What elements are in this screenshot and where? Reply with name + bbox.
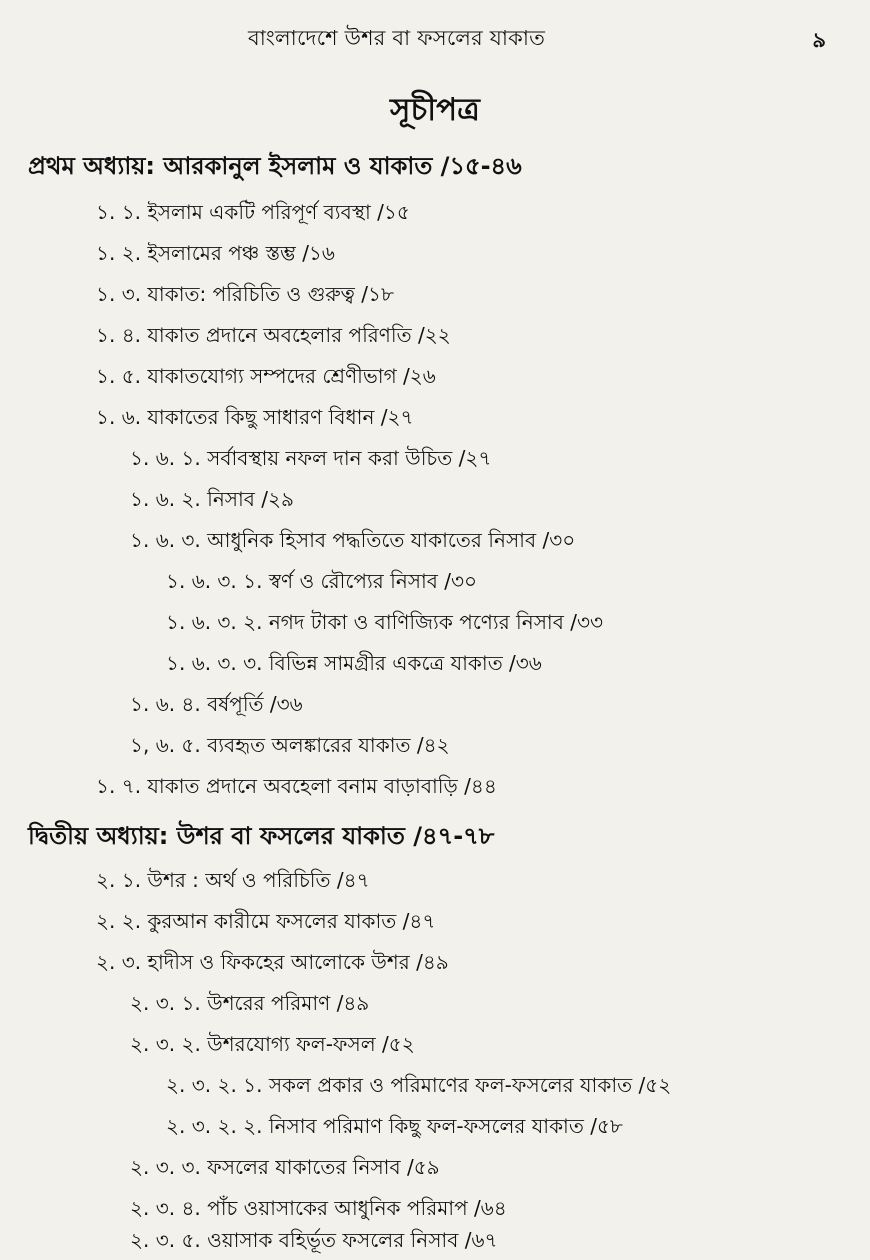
toc-entry-2-3-1: ২. ৩. ১. উশরের পরিমাণ /৪৯ [130, 991, 370, 1015]
toc-entry-1-3: ১. ৩. যাকাত: পরিচিতি ও গুরুত্ব /১৮ [96, 282, 394, 306]
toc-entry-1-6-3: ১. ৬. ৩. আধুনিক হিসাব পদ্ধতিতে যাকাতের নিসাব /৩০ [130, 528, 576, 552]
toc-entry-2-3-2: ২. ৩. ২. উশরযোগ্য ফল-ফসল /৫২ [130, 1032, 415, 1056]
toc-entry-2-1: ২. ১. উশর : অর্থ ও পরিচিতি /৪৭ [96, 868, 370, 892]
toc-entry-2-3: ২. ৩. হাদীস ও ফিকহের আলোকে উশর /৪৯ [96, 950, 449, 974]
toc-entry-2-3-4: ২. ৩. ৪. পাঁচ ওয়াসাকের আধুনিক পরিমাপ /৬৪ [130, 1196, 507, 1220]
toc-entry-1-1: ১. ১. ইসলাম একটি পরিপূর্ণ ব্যবস্থা /১৫ [96, 200, 410, 224]
toc-title: সূচীপত্র [390, 92, 480, 128]
toc-entry-2-3-2-1: ২. ৩. ২. ১. সকল প্রকার ও পরিমাণের ফল-ফসলের যাকাত /৫২ [166, 1073, 672, 1097]
running-title: বাংলাদেশে উশর বা ফসলের যাকাত [248, 26, 546, 50]
toc-entry-1-6-2: ১. ৬. ২. নিসাব /২৯ [130, 487, 295, 511]
toc-entry-1-6-3-3: ১. ৬. ৩. ৩. বিভিন্ন সামগ্রীর একত্রে যাকাত /৩৬ [166, 651, 542, 675]
page-number: ৯ [812, 28, 826, 52]
toc-entry-1-4: ১. ৪. যাকাত প্রদানে অবহেলার পরিণতি /২২ [96, 323, 451, 347]
chapter-1-heading: প্রথম অধ্যায়: আরকানুল ইসলাম ও যাকাত /১৫-৪৬ [28, 152, 522, 180]
toc-entry-1-6-3-2: ১. ৬. ৩. ২. নগদ টাকা ও বাণিজ্যিক পণ্যের নিসাব /৩৩ [166, 610, 603, 634]
toc-entry-2-3-2-2: ২. ৩. ২. ২. নিসাব পরিমাণ কিছু ফল-ফসলের যাকাত /৫৮ [166, 1114, 623, 1138]
toc-entry-1-2: ১. ২. ইসলামের পঞ্চ স্তম্ভ /১৬ [96, 241, 335, 265]
toc-entry-2-3-5: ২. ৩. ৫. ওয়াসাক বহির্ভূত ফসলের নিসাব /৬৭ [130, 1228, 498, 1252]
chapter-2-heading: দ্বিতীয় অধ্যায়: উশর বা ফসলের যাকাত /৪৭-৭৮ [28, 822, 495, 850]
toc-entry-1-7: ১. ৭. যাকাত প্রদানে অবহেলা বনাম বাড়াবাড়ি /৪৪ [96, 774, 497, 798]
toc-entry-2-3-3: ২. ৩. ৩. ফসলের যাকাতের নিসাব /৫৯ [130, 1155, 440, 1179]
toc-entry-1-6-4: ১. ৬. ৪. বর্ষপূর্তি /৩৬ [130, 692, 303, 716]
toc-entry-1-5: ১. ৫. যাকাতযোগ্য সম্পদের শ্রেণীভাগ /২৬ [96, 364, 436, 388]
toc-entry-1-6-1: ১. ৬. ১. সর্বাবস্থায় নফল দান করা উচিত /২৭ [130, 446, 492, 470]
toc-entry-2-2: ২. ২. কুরআন কারীমে ফসলের যাকাত /৪৭ [96, 909, 436, 933]
toc-entry-1-6-3-1: ১. ৬. ৩. ১. স্বর্ণ ও রৌপ্যের নিসাব /৩০ [166, 569, 478, 593]
toc-entry-1-6: ১. ৬. যাকাতের কিছু সাধারণ বিধান /২৭ [96, 405, 414, 429]
toc-entry-1-6-5: ১, ৬. ৫. ব্যবহৃত অলঙ্কারের যাকাত /৪২ [130, 733, 450, 757]
